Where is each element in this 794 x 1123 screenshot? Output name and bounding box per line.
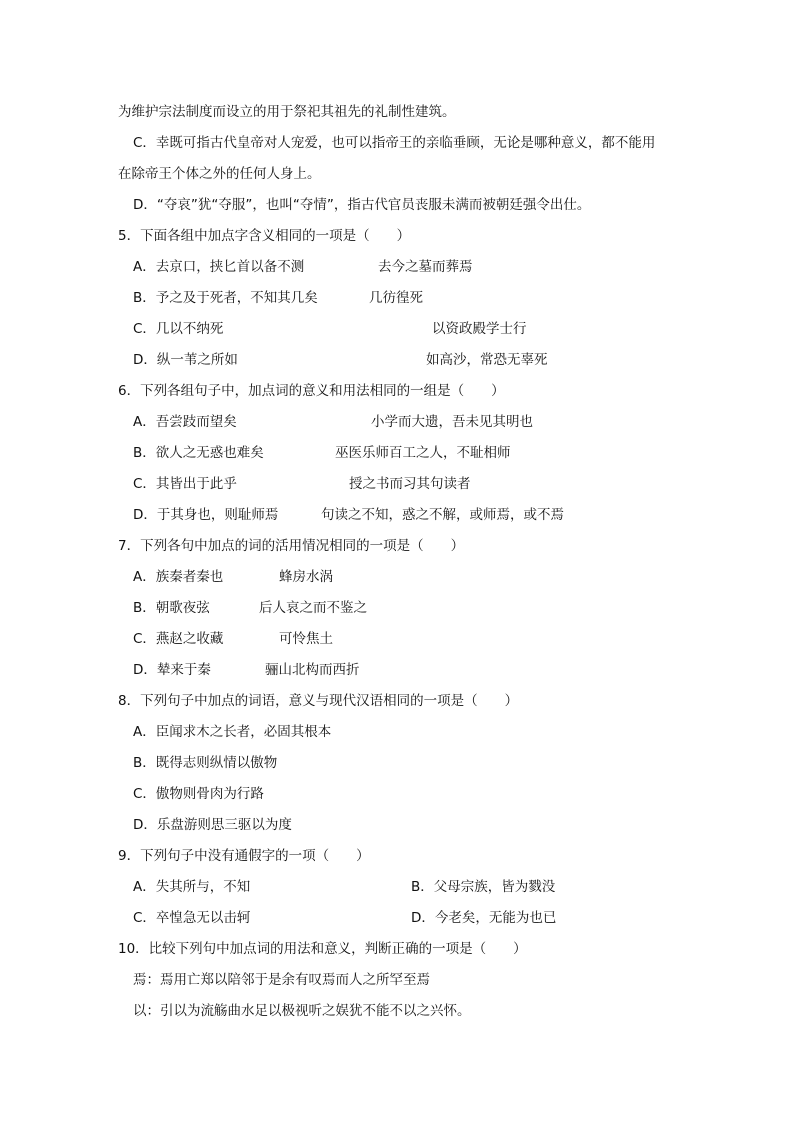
text-line-option-c: C．幸既可指古代皇帝对人宠爱，也可以指帝王的亲临垂顾，无论是哪种意义，都不能用 [133,135,656,151]
text-line-option-d: D．“夺哀”犹“夺服”，也叫“夺情”，指古代官员丧服未满而被朝廷强令出仕。 [133,197,591,213]
q5-option-c-left: C．几以不纳死 [133,321,224,337]
q7-option-c-left: C．燕赵之收藏 [133,631,224,647]
question-10-stem: 10．比较下列句中加点词的用法和意义，判断正确的一项是（ ） [118,941,527,957]
q9-option-c: C．卒惶急无以击轲 [133,910,251,926]
q8-option-b: B．既得志则纵情以傲物 [133,755,278,771]
q6-option-c-right: 授之书而习其句读者 [349,476,471,492]
q5-option-c [133,319,733,339]
q6-option-d [133,505,773,525]
q6-option-b-left: B．欲人之无惑也难矣 [133,445,264,461]
question-7-stem: 7．下列各句中加点的词的活用情况相同的一项是（ ） [118,538,465,554]
q7-option-b-left: B．朝歌夜弦 [133,600,210,616]
q7-option-c-right: 可怜焦土 [279,631,333,647]
q8-option-a: A．臣闻求木之长者，必固其根本 [133,724,332,740]
q9-options-row-2 [133,908,633,928]
q9-option-d: D．今老矣，无能为也已 [411,910,557,926]
q5-option-d-left: D．纵一苇之所如 [133,352,238,368]
q6-option-d-left: D．于其身也，则耻师焉 [133,507,279,523]
q7-option-b [133,598,633,618]
q7-option-d-right: 骊山北构而西折 [265,662,360,678]
text-line: 为维护宗法制度而设立的用于祭祀其祖先的礼制性建筑。 [118,104,456,120]
q7-option-d-left: D．辇来于秦 [133,662,211,678]
question-9-stem: 9．下列句子中没有通假字的一项（ ） [118,848,370,864]
q6-option-a-right: 小学而大遗，吾未见其明也 [371,414,533,430]
q8-option-d: D．乐盘游则思三驱以为度 [133,817,292,833]
q8-option-c: C．傲物则骨肉为行路 [133,786,264,802]
q5-option-b [133,288,733,308]
q5-option-b-left: B．予之及于死者，不知其几矣 [133,290,318,306]
q6-option-b-right: 巫医乐师百工之人，不耻相师 [335,445,511,461]
q9-option-a: A．失其所与，不知 [133,879,251,895]
q10-yi-line: 以：引以为流觞曲水足以极视听之娱犹不能不以之兴怀。 [133,1003,471,1019]
q5-option-a [133,257,733,277]
q10-yan-line: 焉：焉用亡郑以陪邻于是余有叹焉而人之所罕至焉 [133,972,430,988]
q6-option-a-left: A．吾尝跂而望矣 [133,414,237,430]
q6-option-a [133,412,773,432]
text-line: 在除帝王个体之外的任何人身上。 [118,166,321,182]
question-5-stem: 5．下面各组中加点字含义相同的一项是（ ） [118,228,411,244]
q5-option-d [133,350,733,370]
q5-option-a-right: 去今之墓而葬焉 [378,259,473,275]
q5-option-d-right: 如高沙，常恐无辜死 [426,352,548,368]
q6-option-d-right: 句读之不知，惑之不解，或师焉，或不焉 [321,507,564,523]
q7-option-a-right: 蜂房水涡 [279,569,333,585]
q6-option-c [133,474,773,494]
q7-option-b-right: 后人哀之而不鉴之 [259,600,367,616]
q9-options-row-1 [133,877,633,897]
q6-option-b [133,443,773,463]
q6-option-c-left: C．其皆出于此乎 [133,476,237,492]
question-8-stem: 8．下列句子中加点的词语，意义与现代汉语相同的一项是（ ） [118,693,519,709]
q7-option-a-left: A．族秦者秦也 [133,569,224,585]
q5-option-c-right: 以资政殿学士行 [432,321,527,337]
q7-option-a [133,567,633,587]
q7-option-d [133,660,633,680]
q9-option-b: B．父母宗族，皆为戮没 [411,879,556,895]
q5-option-a-left: A．去京口，挟匕首以备不测 [133,259,305,275]
q7-option-c [133,629,633,649]
question-6-stem: 6．下列各组句子中，加点词的意义和用法相同的一组是（ ） [118,383,505,399]
q5-option-b-right: 几彷徨死 [369,290,423,306]
